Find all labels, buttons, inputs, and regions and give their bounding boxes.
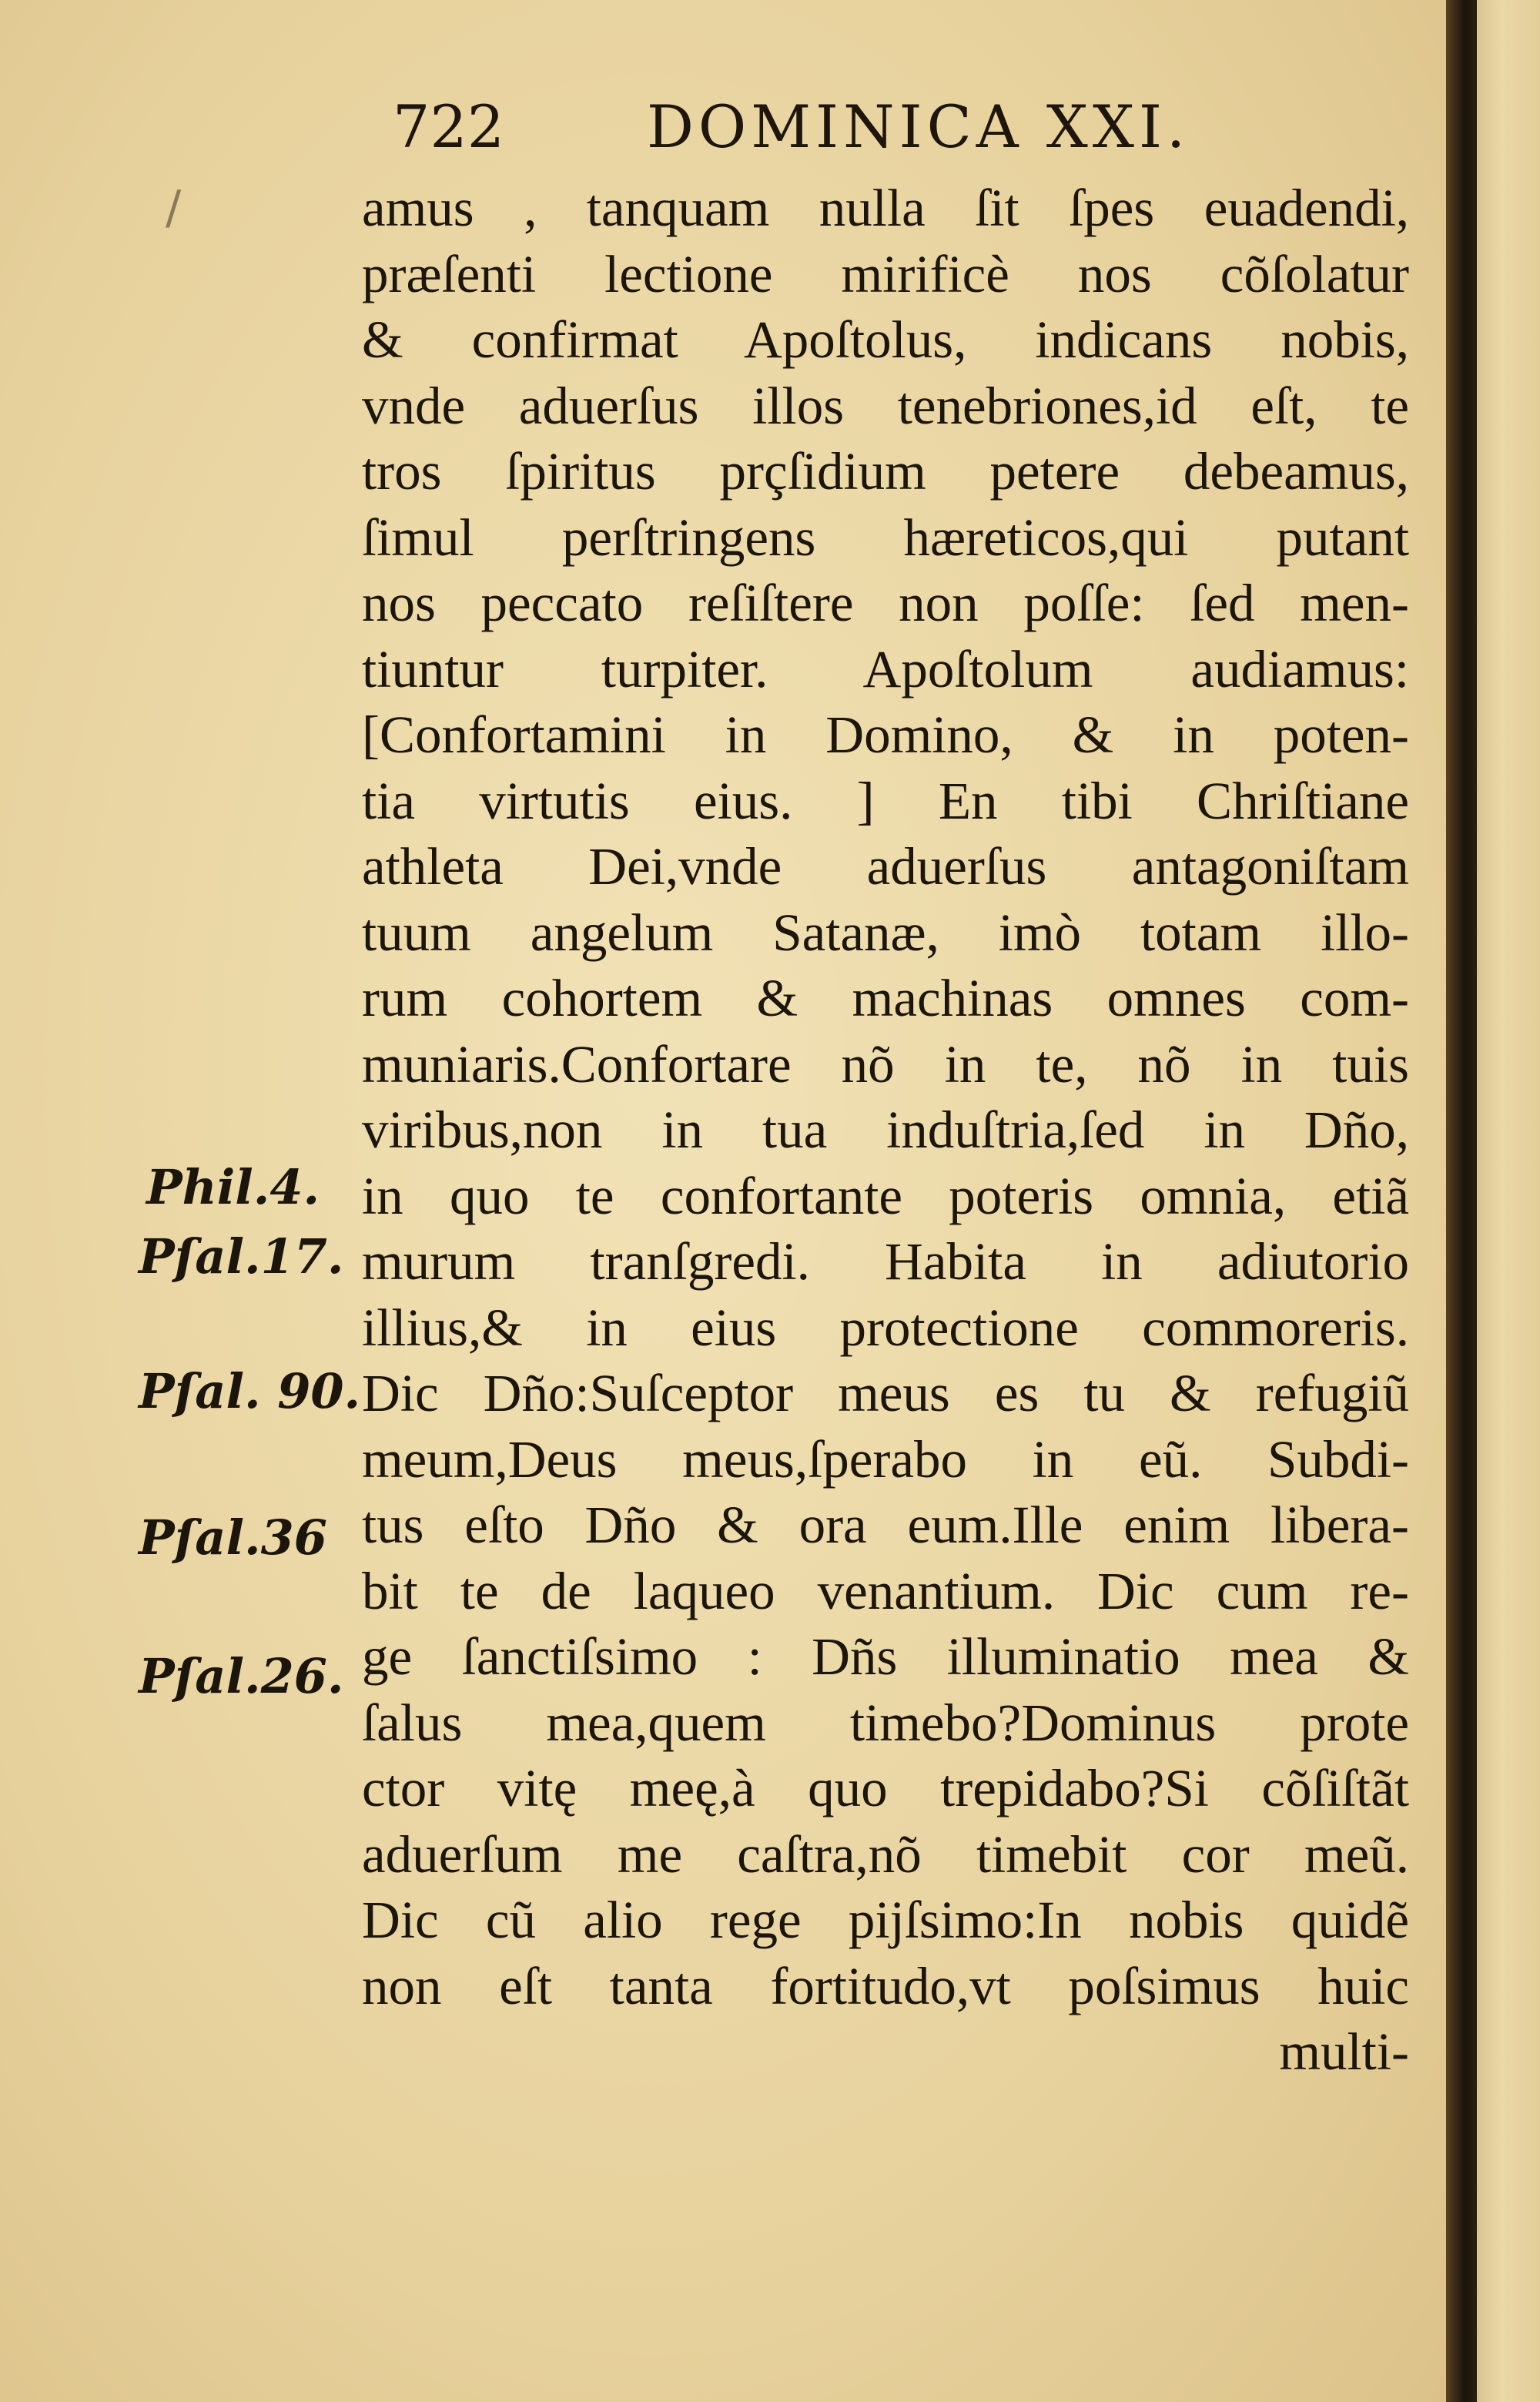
text-line: nos peccato reſiſtere non poſſe: ſed men- <box>362 574 1409 632</box>
margin-note-psal36: Pſal.36 <box>139 1509 327 1566</box>
margin-note-phil4: Phil.4. <box>146 1159 320 1215</box>
text-line: Dic cũ alio rege pijſsimo:In nobis quidẽ <box>362 1891 1409 1949</box>
text-line: ge ſanctiſsimo : Dñs illuminatio mea & <box>362 1627 1409 1686</box>
text-line: bit te de laqueo venantium. Dic cum re- <box>362 1561 1409 1620</box>
text-line: aduerſum me caſtra,nõ timebit cor meũ. <box>362 1824 1409 1884</box>
margin-note-psal26: Pſal.26. <box>139 1648 344 1704</box>
running-head <box>393 92 1286 177</box>
binding-gutter <box>1446 0 1477 2402</box>
text-line: vnde aduerſus illos tenebriones,id eſt, te <box>362 376 1409 435</box>
text-line: tia virtutis eius. ] En tibi Chriſtiane <box>362 771 1409 830</box>
catchword: multi- <box>1279 2022 1409 2081</box>
text-line: [Confortamini in Domino, & in poten- <box>362 705 1409 764</box>
facing-page-edge <box>1477 0 1540 2402</box>
text-line: præſenti lectione mirificè nos cõſolatur <box>362 244 1409 303</box>
text-line: & confirmat Apoſtolus, indicans nobis, <box>362 310 1409 369</box>
running-title: DOMINICA XXI. <box>647 92 1190 161</box>
text-line: ſalus mea,quem timebo?Dominus prote <box>362 1693 1409 1752</box>
text-line: muniaris.Confortare nõ in te, nõ in tuis <box>362 1034 1409 1094</box>
text-line: tuum angelum Satanæ, imò totam illo- <box>362 903 1409 962</box>
text-line: in quo te confortante poteris omnia, etiã <box>362 1166 1409 1225</box>
margin-pen-mark: / <box>166 181 182 235</box>
text-line: non eſt tanta fortitudo,vt poſsimus huic <box>362 1956 1409 2015</box>
text-line: tros ſpiritus prçſidium petere debeamus, <box>362 442 1409 501</box>
text-line: ctor vitę meę,à quo trepidabo?Si cõſiſtãt <box>362 1759 1409 1817</box>
text-line: viribus,non in tua induſtria,ſed in Dño, <box>362 1100 1409 1159</box>
margin-note-psal90: Pſal. 90. <box>139 1363 361 1419</box>
text-line: rum cohortem & machinas omnes com- <box>362 969 1409 1027</box>
margin-note-psal17: Pſal.17. <box>139 1228 344 1285</box>
body-text <box>362 176 1409 2085</box>
text-line: ſimul perſtringens hæreticos,qui putant <box>362 508 1409 567</box>
page-number: 722 <box>393 92 505 161</box>
text-line: meum,Deus meus,ſperabo in eũ. Subdi- <box>362 1429 1409 1489</box>
text-line: athleta Dei,vnde aduerſus antagoniſtam <box>362 837 1409 896</box>
text-line: tus eſto Dño & ora eum.Ille enim libera- <box>362 1496 1409 1554</box>
text-line: illius,& in eius protectione commoreris. <box>362 1298 1409 1357</box>
text-line: Dic Dño:Suſceptor meus es tu & refugiũ <box>362 1364 1409 1422</box>
text-line: amus , tanquam nulla ſit ſpes euadendi, <box>362 179 1409 237</box>
text-line: murum tranſgredi. Habita in adiutorio <box>362 1232 1409 1291</box>
text-line: tiuntur turpiter. Apoſtolum audiamus: <box>362 639 1409 698</box>
